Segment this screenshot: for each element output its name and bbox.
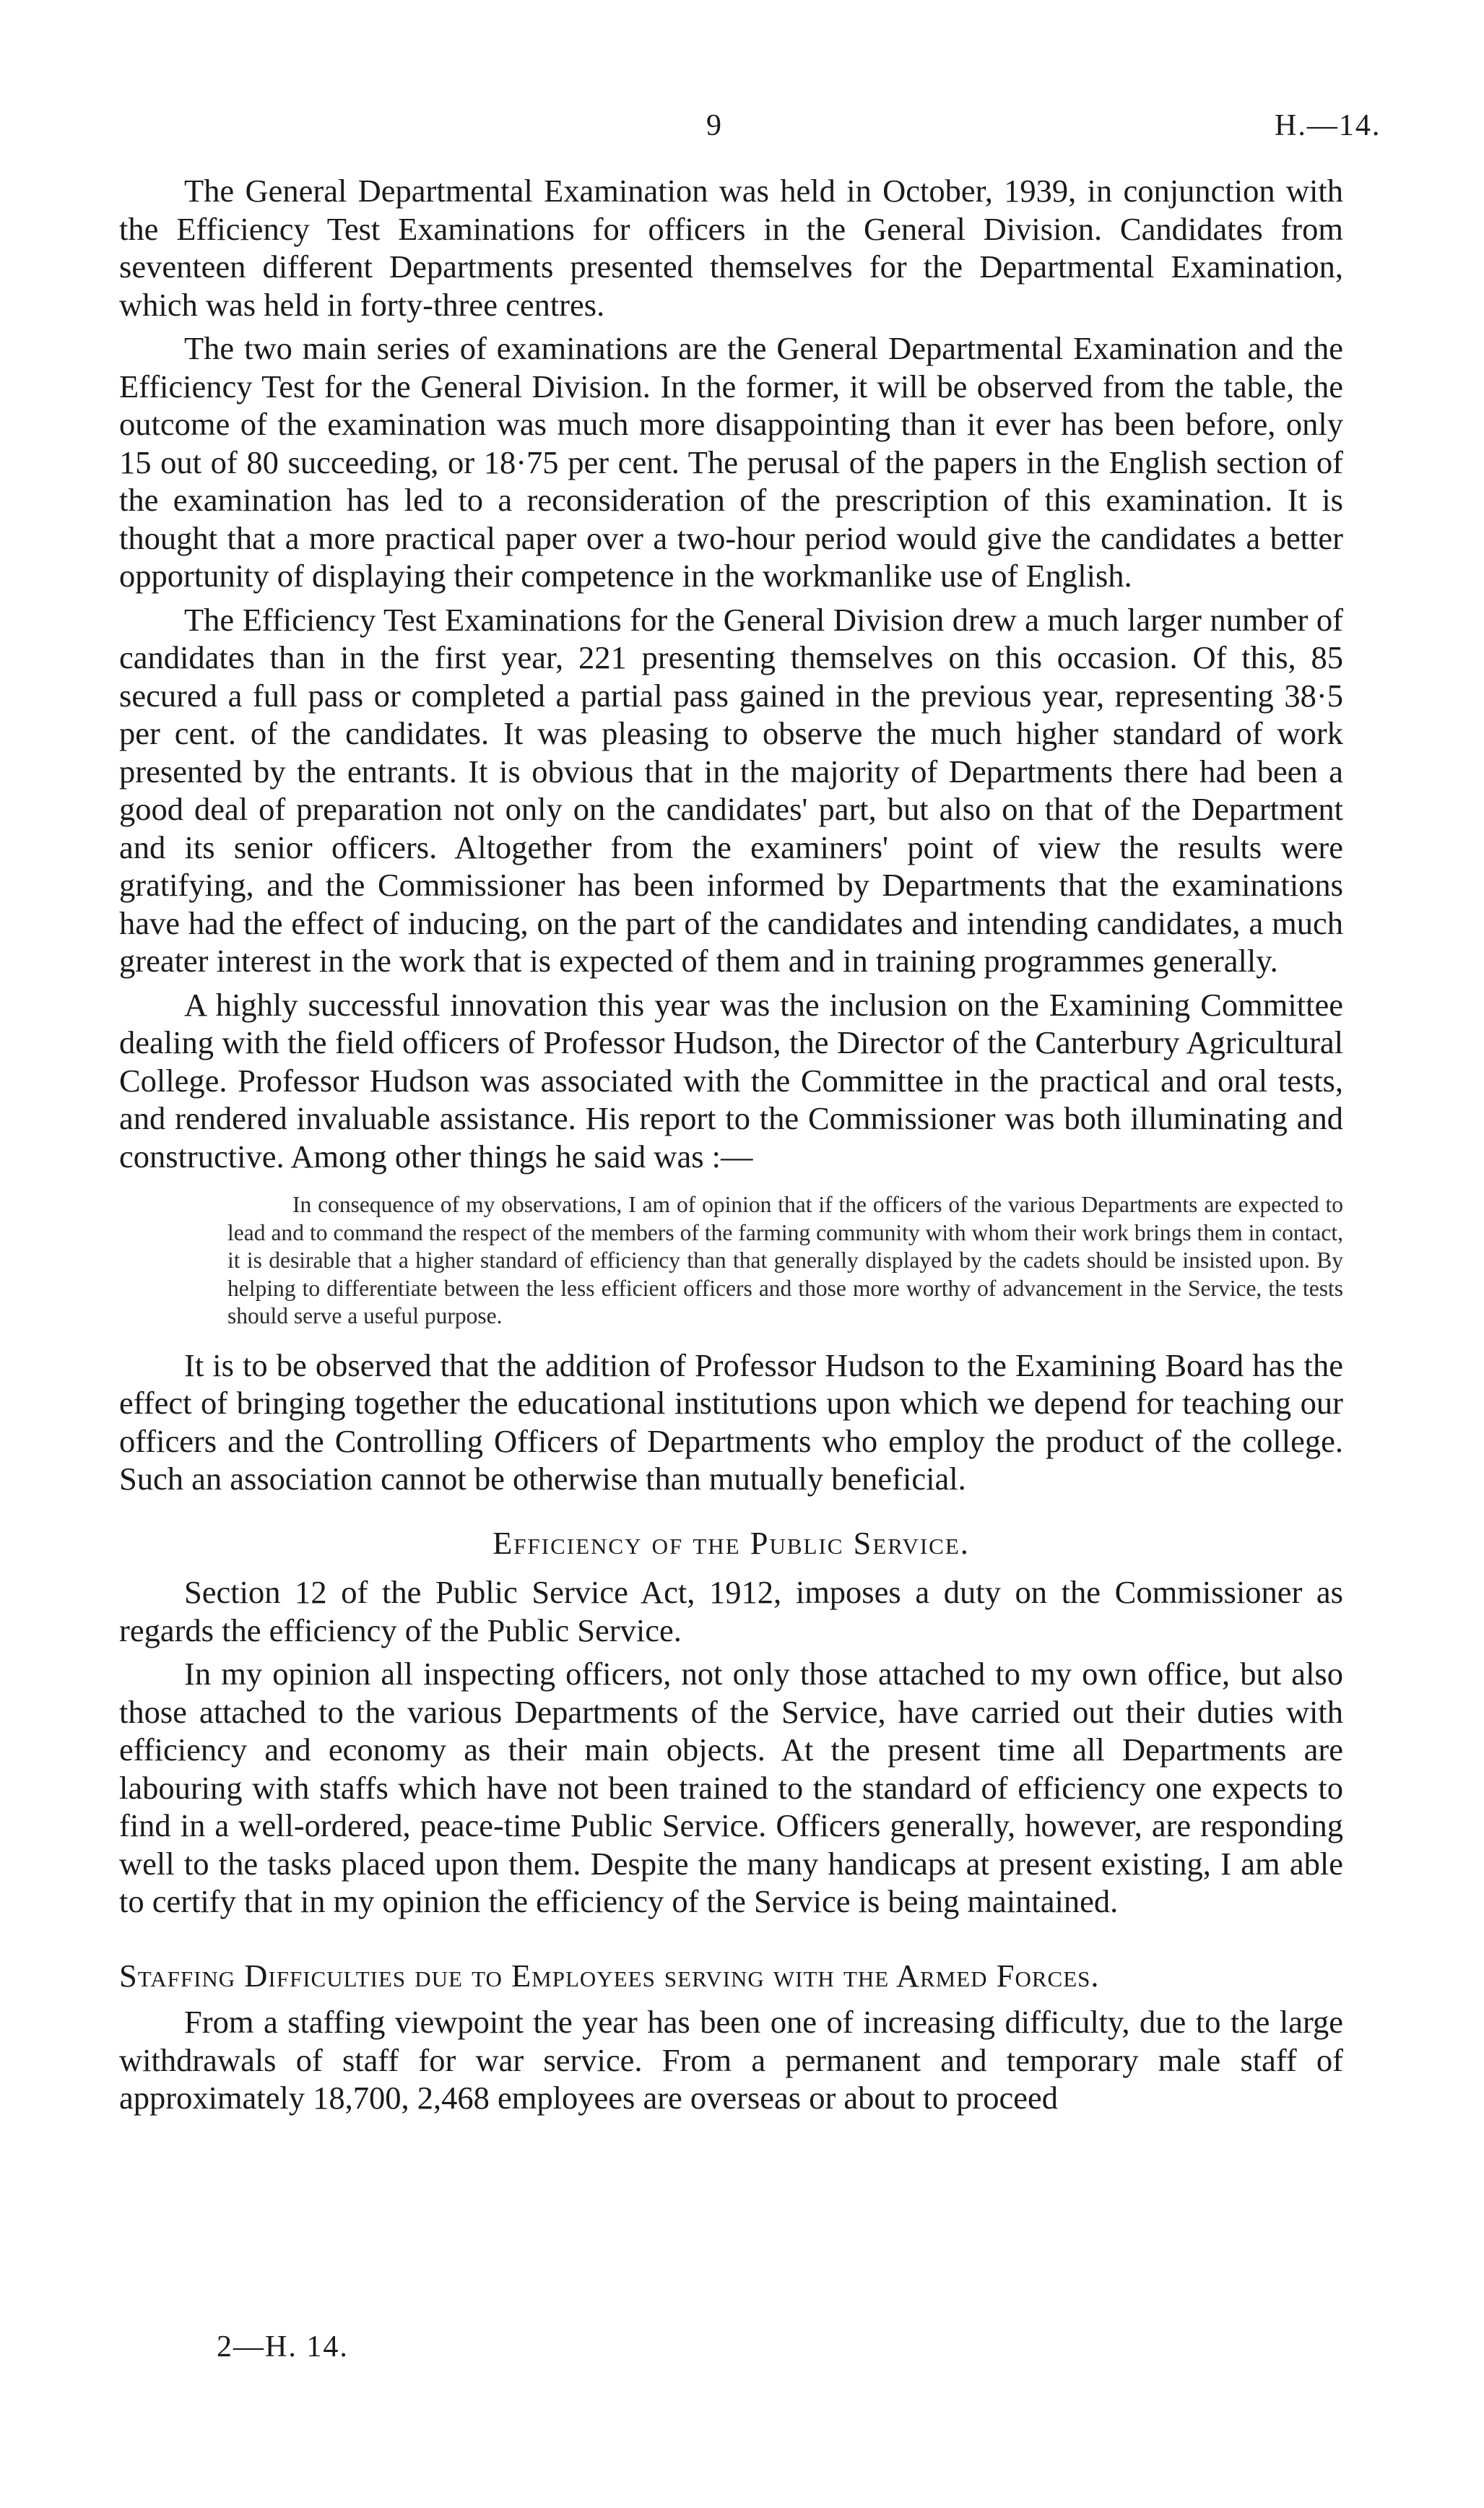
quoted-report: In consequence of my observations, I am of opinion that if the officers of the various Departments are expected to lead and to command the respect of the members of the farming community with whom their work brings them in contact, it is desirable that a higher standard of efficiency than that generally displayed by the cadets should be insisted upon. By helping to differentiate between the less efficient officers and those more worthy of advancement in the Service, the tests should serve a useful purpose. <box>227 1192 1343 1328</box>
paragraph-efficiency-test: The Efficiency Test Examinations for the General Division drew a much larger number of candidates than in the first year, 221 presenting themselves on this occasion. Of this, 85 secured a full pass or completed a partial pass gained in the previous year, representing 38·5 per cent. of the candidates. It was pleasing to observe the much higher standard of work presented by the entrants. It is obvious that in the majority of Departments there had been a good deal of preparation not only on the candidates' part, but also on that of the Department and its senior officers. Altogether from the examiners' point of view the results were gratifying, and the Commissioner has been informed by Departments that the examinations have had the effect of inducing, on the part of the candidates and intending candidates, a much greater interest in the work that is expected of them and in training programmes generally. <box>119 601 1343 979</box>
signature-mark: 2—H. 14. <box>217 2330 349 2364</box>
page-number: 9 <box>706 109 721 142</box>
body-text <box>119 172 1343 2123</box>
paragraph-inspecting-officers: In my opinion all inspecting officers, not only those attached to my own office, but also those attached to the various Departments of the Service, have carried out their duties with efficiency and economy as their main objects. At the present time all Departments are labouring with staffs which have not been trained to the standard of efficiency one expects to find in a well-ordered, peace-time Public Service. Officers generally, however, are responding well to the tasks placed upon them. Despite the many handicaps at present existing, I am able to certify that in my opinion the efficiency of the Service is being maintained. <box>119 1656 1343 1919</box>
section-heading-efficiency: Efficiency of the Public Service. <box>493 1524 970 1561</box>
document-reference: H.—14. <box>1275 109 1381 142</box>
paragraph-examining-board: It is to be observed that the addition of Professor Hudson to the Examining Board has the effect of bringing together the educational institutions upon which we depend for teaching our officers and the Controlling Officers of Departments who employ the product of the college. Such an association cannot be otherwise than mutually beneficial. <box>119 1346 1343 1497</box>
section-heading-staffing: Staffing Difficulties due to Employees serving with the Armed Forces. <box>119 1957 1100 1994</box>
paragraph-innovation: A highly successful innovation this year was the inclusion on the Examining Committee dealing with the field officers of Professor Hudson, the Director of the Canterbury Agricultural College. Professor Hudson was associated with the Committee in the practical and oral tests, and rendered invaluable assistance. His report to the Commissioner was both illuminating and constructive. Among other things he said was :— <box>119 986 1343 1175</box>
paragraph-section-12: Section 12 of the Public Service Act, 1912, imposes a duty on the Commissioner as regards the efficiency of the Public Service. <box>119 1574 1343 1648</box>
paragraph-staffing-viewpoint: From a staffing viewpoint the year has been one of increasing difficulty, due to the large withdrawals of staff for war service. From a permanent and temporary male staff of approximately 18,700, 2,468 employees are overseas or about to proceed <box>119 2004 1343 2116</box>
paragraph-main-series: The two main series of examinations are the General Departmental Examination and the Efficiency Test for the General Division. In the former, it will be observed from the table, the outcome of the examination was much more disappointing than it ever has been before, only 15 out of 80 succeeding, or 18·75 per cent. The perusal of the papers in the English section of the examination has led to a reconsideration of the prescription of this examination. It is thought that a more practical paper over a two-hour period would give the candidates a better opportunity of displaying their competence in the workmanlike use of English. <box>119 330 1343 594</box>
paragraph-exam-held: The General Departmental Examination was held in October, 1939, in conjunction with the Efficiency Test Examinations for officers in the General Division. Candidates from seventeen different Departments presented themselves for the Departmental Examination, which was held in forty-three centres. <box>119 173 1343 323</box>
